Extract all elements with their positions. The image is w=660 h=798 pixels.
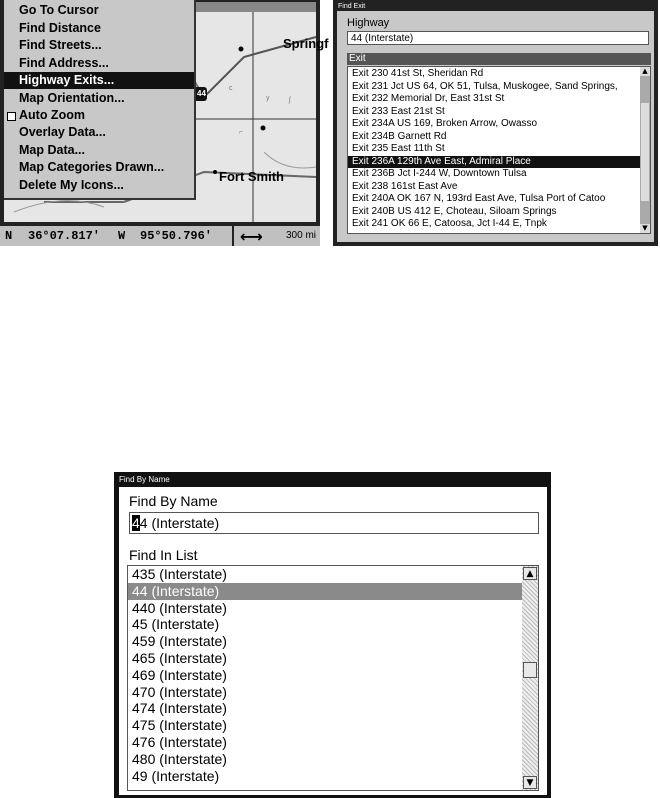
find-list-scrollbar[interactable] <box>522 566 538 790</box>
exit-row[interactable]: Exit 235 East 11th St <box>352 143 445 154</box>
map-titlebar <box>192 2 316 12</box>
map-screen <box>0 0 329 246</box>
find-exit-screen <box>333 0 658 246</box>
find-by-name-body <box>119 487 547 795</box>
lat-hemisphere: N <box>5 229 13 243</box>
list-item[interactable]: 476 (Interstate) <box>132 734 227 750</box>
input-text: 4 (Interstate) <box>139 515 220 531</box>
menu-item-find-distance[interactable]: Find Distance <box>19 21 101 35</box>
scroll-down-arrow-icon[interactable]: ▼ <box>640 224 650 233</box>
exit-row[interactable]: Exit 240A OK 167 N, 193rd East Ave, Tulsa Port of Catoo <box>352 193 606 204</box>
road <box>264 152 316 168</box>
scroll-up-arrow-icon[interactable]: ▲ <box>640 67 650 76</box>
menu-item-map-categories-drawn[interactable]: Map Categories Drawn... <box>19 160 165 174</box>
exit-row[interactable]: Exit 241 OK 66 E, Catoosa, Jct I-44 E, Tnpk <box>352 218 547 229</box>
map-mark: ⌐ <box>239 129 244 136</box>
map-mark: c <box>229 85 233 92</box>
menu-item-go-to-cursor[interactable]: Go To Cursor <box>19 3 99 17</box>
list-item[interactable]: 459 (Interstate) <box>132 633 227 650</box>
find-by-name-input[interactable] <box>129 512 539 534</box>
find-by-name-label: Find By Name <box>129 493 218 509</box>
find-in-list[interactable] <box>127 565 539 791</box>
horizontal-double-arrow-icon: ⟷ <box>240 227 263 246</box>
list-item[interactable]: 469 (Interstate) <box>132 666 227 683</box>
list-item[interactable]: 440 (Interstate) <box>132 599 227 616</box>
list-item[interactable]: 45 (Interstate) <box>132 616 220 633</box>
find-in-list-label: Find In List <box>129 547 198 563</box>
list-item[interactable]: 475 (Interstate) <box>132 717 227 734</box>
exit-row[interactable]: Exit 230 41st St, Sheridan Rd <box>352 68 484 79</box>
list-item[interactable]: 465 (Interstate) <box>132 650 227 666</box>
highway-field[interactable]: 44 (Interstate) <box>347 31 649 45</box>
text-cursor: 4 <box>132 515 140 531</box>
map-scale-value: 300 mi <box>286 230 317 241</box>
city-label-springfield: Springf <box>283 36 329 51</box>
exit-row[interactable]: Exit 233 East 21st St <box>352 105 445 117</box>
exit-row[interactable]: Exit 234A US 169, Broken Arrow, Owasso <box>352 118 538 129</box>
exit-list-scrollbar[interactable] <box>640 67 650 233</box>
menu-item-find-address[interactable]: Find Address... <box>19 56 109 70</box>
exit-scroll-thumb[interactable] <box>641 103 649 201</box>
map-mark: ʃ <box>289 97 291 104</box>
find-exit-title: Find Exit <box>338 3 366 10</box>
menu-item-overlay-data[interactable]: Overlay Data... <box>19 125 106 139</box>
find-list-scroll-thumb[interactable] <box>523 662 537 678</box>
exit-row[interactable]: Exit 236B Jct I-244 W, Downtown Tulsa <box>352 168 527 179</box>
menu-item-find-streets[interactable]: Find Streets... <box>19 38 102 52</box>
highway-label: Highway <box>347 17 390 29</box>
exit-row[interactable]: Exit 240B US 412 E, Choteau, Siloam Springs <box>352 205 557 217</box>
find-exit-body <box>337 11 654 242</box>
exit-row[interactable]: Exit 238 161st East Ave <box>352 180 458 192</box>
exit-row[interactable]: Exit 231 Jct US 64, OK 51, Tulsa, Muskogee, Sand Springs, <box>352 80 618 92</box>
menu-item-auto-zoom[interactable] <box>4 107 194 124</box>
menu-item-delete-my-icons[interactable]: Delete My Icons... <box>19 178 124 192</box>
list-item[interactable]: 470 (Interstate) <box>132 683 227 700</box>
auto-zoom-label: Auto Zoom <box>19 108 85 122</box>
exit-row[interactable]: Exit 234B Garnett Rd <box>352 130 447 142</box>
scroll-up-arrow-icon[interactable]: ▲ <box>523 567 537 580</box>
exit-row-selected[interactable]: Exit 236A 129th Ave East, Admiral Place <box>348 156 640 169</box>
menu-item-map-orientation[interactable]: Map Orientation... <box>19 91 125 105</box>
interstate-shield-number: 44 <box>197 89 206 98</box>
town-dot <box>239 47 244 52</box>
scroll-down-arrow-icon[interactable]: ▼ <box>523 776 537 789</box>
list-item-selected[interactable]: 44 (Interstate) <box>128 583 523 600</box>
city-label-fort-smith: Fort Smith <box>219 169 284 184</box>
exit-list[interactable] <box>347 66 651 234</box>
list-item[interactable]: 480 (Interstate) <box>132 750 227 767</box>
exit-list-header: Exit <box>347 53 651 65</box>
menu-item-highway-exits[interactable]: Highway Exits... <box>4 72 194 89</box>
list-item[interactable]: 49 (Interstate) <box>132 767 220 784</box>
position-readout <box>0 226 234 246</box>
list-item[interactable]: 435 (Interstate) <box>132 566 227 582</box>
map-status-bar <box>0 224 320 246</box>
find-by-name-screen <box>114 472 551 798</box>
menu-item-map-data[interactable]: Map Data... <box>19 143 85 157</box>
town-dot <box>261 126 266 131</box>
exit-row[interactable]: Exit 232 Memorial Dr, East 31st St <box>352 93 505 104</box>
town-dot <box>213 170 217 174</box>
lon-hemisphere: W <box>118 229 126 243</box>
find-by-name-title: Find By Name <box>119 475 170 484</box>
latitude-value: 36°07.817' <box>28 229 101 243</box>
longitude-value: 95°50.796' <box>140 229 213 243</box>
list-item[interactable]: 474 (Interstate) <box>132 700 227 717</box>
map-context-menu <box>4 0 196 200</box>
map-mark: y <box>266 95 270 102</box>
